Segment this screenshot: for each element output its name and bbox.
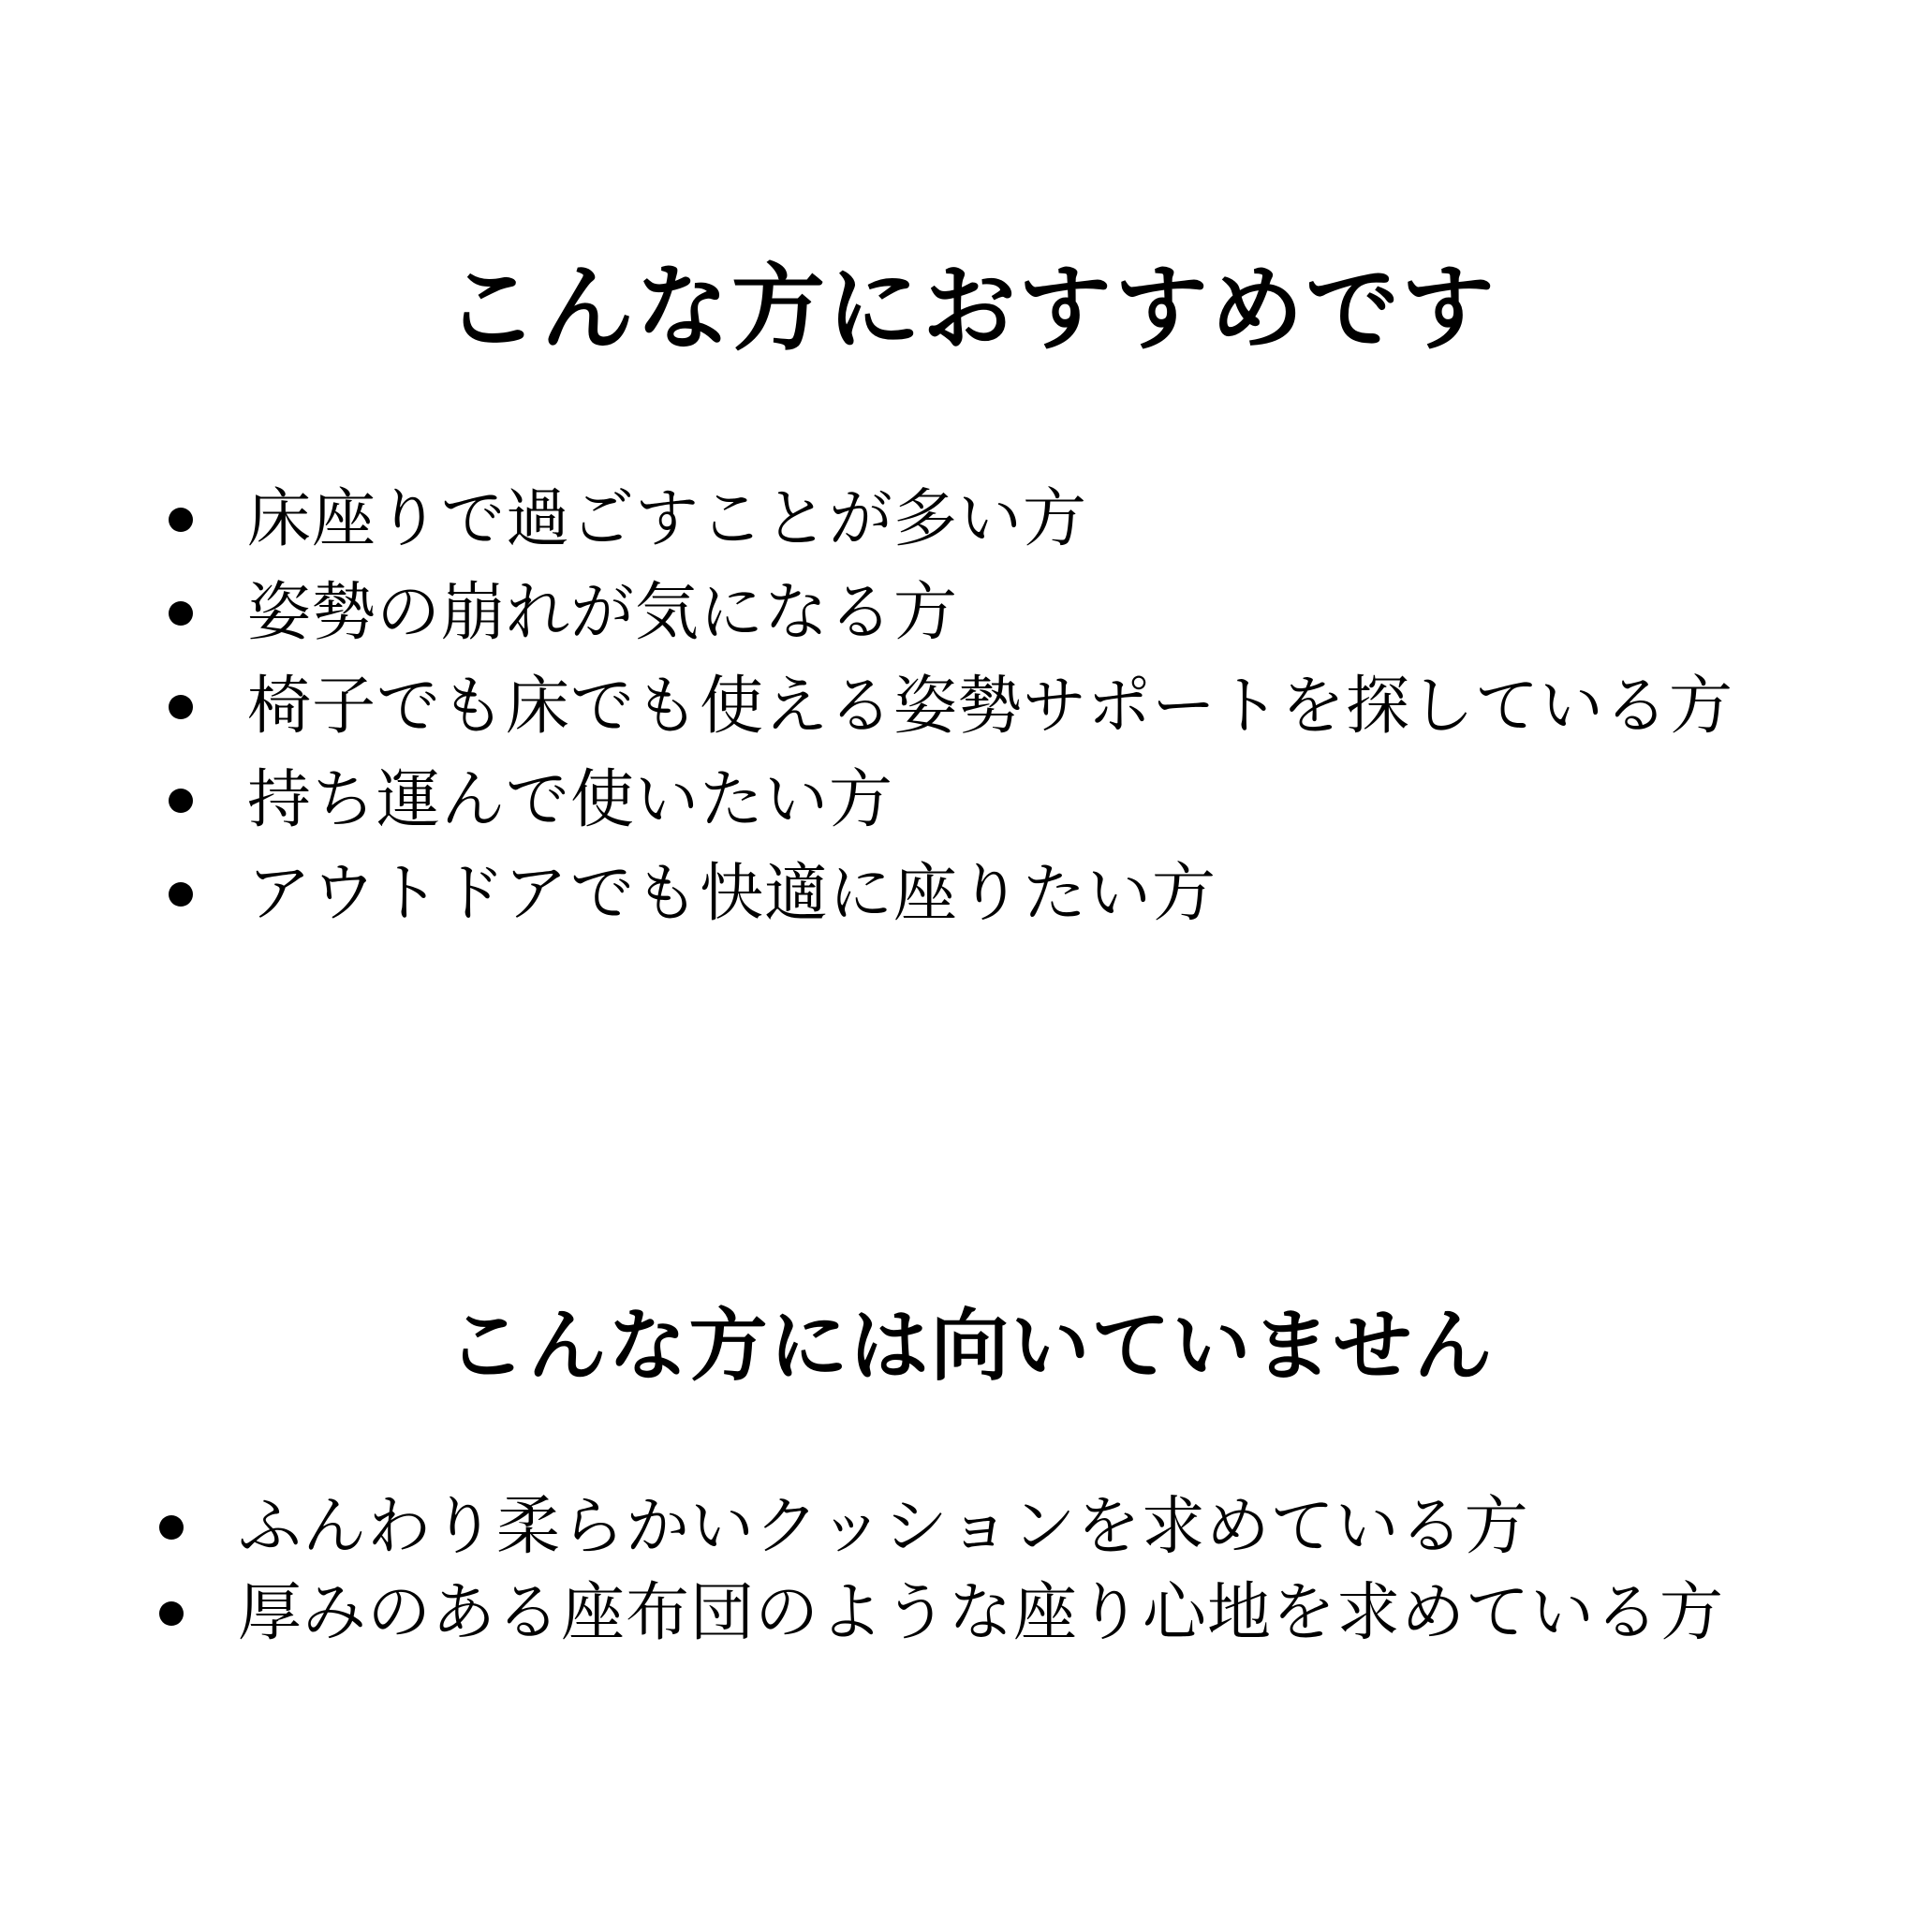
bullet-icon <box>169 789 193 813</box>
not-recommended-heading: こんな方には向いていません <box>447 1300 1495 1392</box>
bullet-icon <box>169 508 193 532</box>
list-item-text: 厚みのある座布団のような座り心地を求めている方 <box>238 1576 1725 1650</box>
list-item <box>159 1484 1724 1571</box>
list-item-text: 椅子でも床でも使える姿勢サポートを探している方 <box>247 670 1734 744</box>
list-item-text: 床座りで過ごすことが多い方 <box>247 482 1088 556</box>
bullet-icon <box>169 882 193 907</box>
recommended-list <box>169 473 1733 941</box>
list-item-text: 持ち運んで使いたい方 <box>247 763 894 837</box>
bullet-icon <box>169 695 193 719</box>
bullet-icon <box>159 1601 184 1626</box>
list-item <box>169 660 1733 754</box>
list-item-text: 姿勢の崩れが気になる方 <box>247 576 959 650</box>
not-recommended-section <box>0 1297 1932 1650</box>
bullet-icon <box>169 601 193 626</box>
list-item <box>169 848 1733 941</box>
list-item-text: ふんわり柔らかいクッションを求めている方 <box>238 1490 1529 1564</box>
list-item-text: アウトドアでも快適に座りたい方 <box>247 857 1217 931</box>
bullet-icon <box>159 1515 184 1540</box>
list-item <box>169 567 1733 660</box>
list-item <box>169 754 1733 848</box>
list-item <box>169 473 1733 567</box>
recommended-section <box>0 253 1932 931</box>
recommended-heading: こんな方におすすめです <box>445 254 1497 363</box>
list-item <box>159 1571 1724 1657</box>
not-recommended-list <box>159 1484 1724 1657</box>
